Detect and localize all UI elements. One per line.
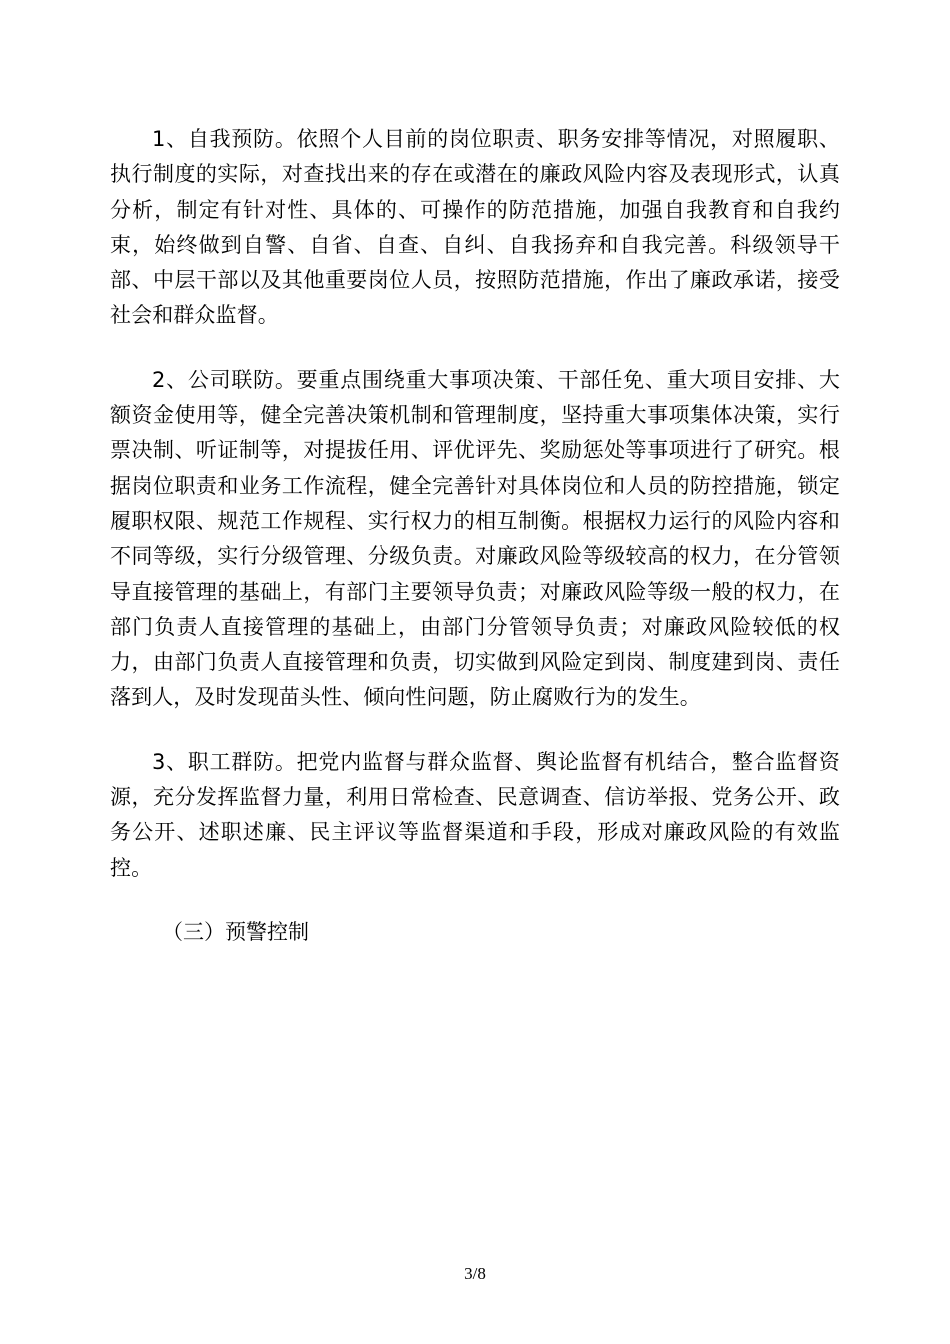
paragraph-staff-group-prevention: 3、职工群防。把党内监督与群众监督、舆论监督有机结合，整合监督资源，充分发挥监督力量，利用日常检查、民意调查、信访举报、党务公开、政务公开、述职述廉、民主评议等监督渠道和手段，形成对廉政风险的有效监控。 [110,749,840,880]
paragraph-self-prevention: 1、自我预防。依照个人目前的岗位职责、职务安排等情况，对照履职、执行制度的实际，对查找出来的存在或潜在的廉政风险内容及表现形式，认真分析，制定有针对性、具体的、可操作的防范措施，加强自我教育和自我约束，始终做到自警、自省、自查、自纠、自我扬弃和自我完善。科级领导干部、中层干部以及其他重要岗位人员，按照防范措施，作出了廉政承诺，接受社会和群众监督。 [110,127,840,328]
paragraph-company-joint-prevention: 2、公司联防。要重点围绕重大事项决策、干部任免、重大项目安排、大额资金使用等，健全完善决策机制和管理制度，坚持重大事项集体决策，实行票决制、听证制等，对提拔任用、评优评先、奖励惩处等事项进行了研究。根据岗位职责和业务工作流程，健全完善针对具体岗位和人员的防控措施，锁定履职权限、规范工作规程、实行权力的相互制衡。根据权力运行的风险内容和不同等级，实行分级管理、分级负责。对廉政风险等级较高的权力，在分管领导直接管理的基础上，有部门主要领导负责；对廉政风险等级一般的权力，在部门负责人直接管理的基础上，由部门分管领导负责；对廉政风险较低的权力，由部门负责人直接管理和负责，切实做到风险定到岗、制度建到岗、责任落到人，及时发现苗头性、倾向性问题，防止腐败行为的发生。 [110,367,840,710]
document-body [110,122,840,950]
page-number: 3/8 [464,1264,486,1283]
section-heading: （三）预警控制 [162,919,309,944]
